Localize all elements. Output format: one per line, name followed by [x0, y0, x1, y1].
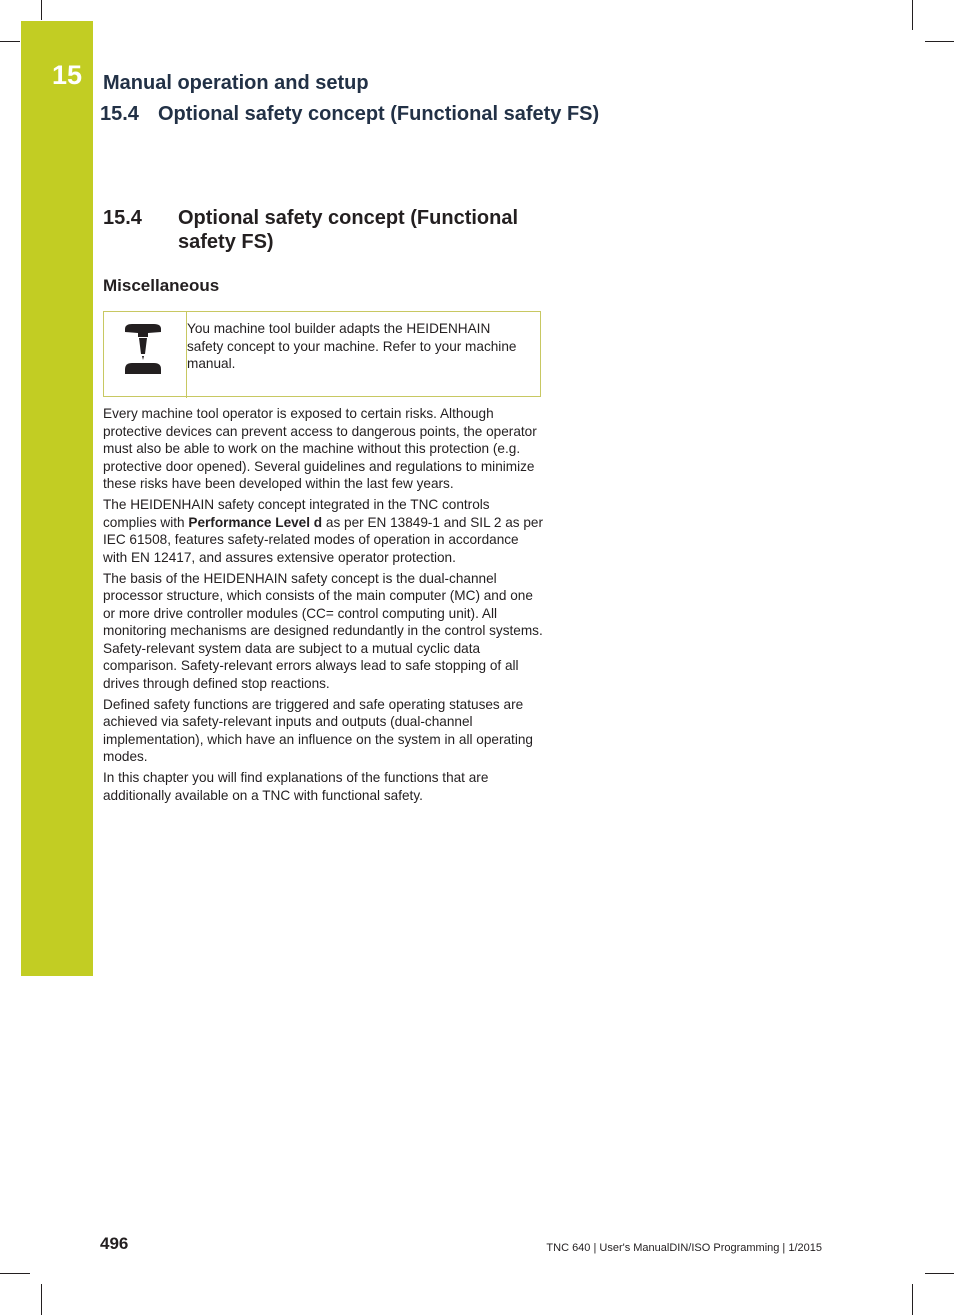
- crop-mark: [41, 1284, 42, 1315]
- crop-mark: [925, 1273, 954, 1274]
- machine-manual-note: [103, 311, 541, 397]
- crop-mark: [925, 41, 954, 42]
- paragraph: [103, 496, 545, 566]
- section-heading: [103, 206, 543, 254]
- crop-mark: [41, 0, 42, 20]
- performance-level-term: Performance Level d: [188, 514, 323, 530]
- paragraph: In this chapter you will find explanations of the functions that are additionally available on a TNC with functional safety.: [103, 770, 489, 803]
- machine-tool-icon: [122, 323, 164, 375]
- subheading: Miscellaneous: [103, 276, 220, 295]
- chapter-number: 15: [52, 60, 83, 90]
- paragraph: The basis of the HEIDENHAIN safety concept is the dual-channel processor structure, which consists of the main computer (MC) and one or more drive controller modules (CC= control computing unit). All monitoring mechanisms are designed redundantly in the control systems. Safety-relevant system data are subject to a mutual cyclic data comparison. Safety-relevant errors always lead to safe stopping of all drives through defined stop reactions.: [103, 570, 543, 691]
- paragraph: Every machine tool operator is exposed to certain risks. Although protective devices can prevent access to dangerous points, the operator must also be able to work on the machine without this protection (e.g. protective door opened). Several guidelines and regulations to minimize these risks have been developed within the last few years.: [103, 406, 537, 491]
- paragraph-text: The HEIDENHAIN safety concept integrated in the TNC controls complies with: [103, 497, 490, 530]
- section-title: Optional safety concept (Functional safety FS): [178, 207, 519, 253]
- paragraph: Defined safety functions are triggered and safe operating statuses are achieved via safety-relevant inputs and outputs (dual-channel implementation), which have an influence on the system in all operating modes.: [103, 696, 533, 764]
- running-section-title: Optional safety concept (Functional safety FS): [158, 103, 600, 125]
- crop-mark: [912, 1284, 913, 1315]
- body-text: [103, 405, 545, 808]
- crop-mark: [912, 0, 913, 30]
- running-section-header: [100, 103, 599, 126]
- section-number: 15.4: [103, 207, 142, 229]
- crop-mark: [0, 41, 20, 42]
- note-text: You machine tool builder adapts the HEIDENHAIN safety concept to your machine. Refer to your machine manual.: [187, 321, 517, 371]
- paragraph-text: as per EN 13849-1 and SIL 2 as per IEC 61508, features safety-related modes of operation in accordance with EN 12417, and assures extensive operator protection.: [103, 514, 544, 565]
- chapter-title: Manual operation and setup: [103, 72, 369, 94]
- page-number: 496: [100, 1234, 129, 1253]
- chapter-sidebar: [21, 21, 93, 976]
- crop-mark: [0, 1273, 30, 1274]
- running-section-number: 15.4: [100, 103, 139, 125]
- footer-doc-info: TNC 640 | User's ManualDIN/ISO Programming | 1/2015: [546, 1242, 822, 1254]
